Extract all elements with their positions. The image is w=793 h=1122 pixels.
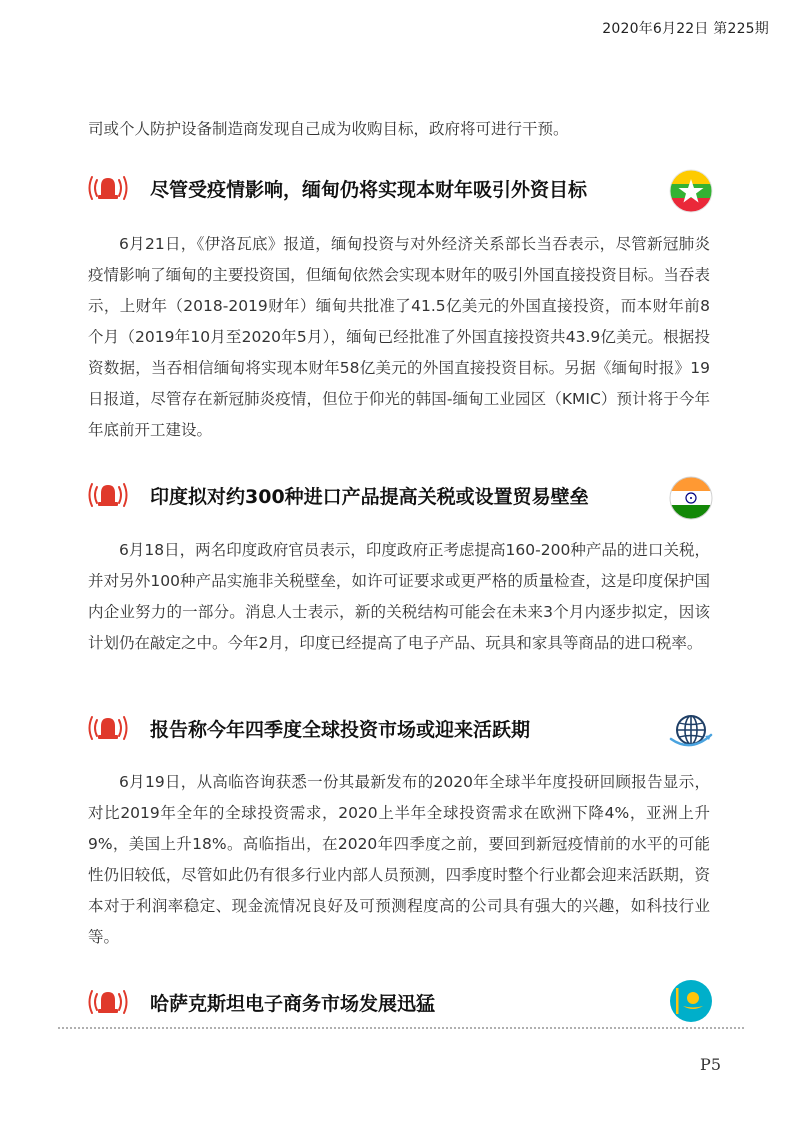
section-title: 尽管受疫情影响，缅甸仍将实现本财年吸引外资目标 <box>150 179 588 201</box>
section-header-myanmar <box>88 169 713 219</box>
continued-paragraph: 司或个人防护设备制造商发现自己成为收购目标，政府将可进行干预。 <box>88 120 569 138</box>
section-title: 报告称今年四季度全球投资市场或迎来活跃期 <box>150 719 531 741</box>
kazakhstan-flag-icon <box>669 979 713 1023</box>
section-header-india <box>88 476 713 526</box>
alarm-bell-icon <box>88 173 128 203</box>
alarm-bell-icon <box>88 713 128 743</box>
section-body: 6月21日，《伊洛瓦底》报道，缅甸投资与对外经济关系部长当吞表示，尽管新冠肺炎疫情影响了缅甸的主要投资国，但缅甸依然会实现本财年的吸引外国直接投资目标。当吞表示，上财年（2018-2019财年）缅甸共批准了41.5亿美元的外国直接投资，而本财年前8个月（2019年10月至2020年5月），缅甸已经批准了外国直接投资共43.9亿美元。根据投资数据，当吞相信缅甸将实现本财年58亿美元的外国直接投资目标。另据《缅甸时报》19日报道，尽管存在新冠肺炎疫情，但位于仰光的韩国-缅甸工业园区（KMIC）预计将于今年年底前开工建设。 <box>88 235 710 439</box>
globe-icon <box>669 709 713 753</box>
myanmar-flag-icon <box>669 169 713 213</box>
footer-divider <box>58 1027 744 1029</box>
section-body: 6月18日，两名印度政府官员表示，印度政府正考虑提高160-200种产品的进口关税，并对另外100种产品实施非关税壁垒，如许可证要求或更严格的质量检查，这是印度保护国内企业努力的一部分。消息人士表示，新的关税结构可能会在未来3个月内逐步拟定，因该计划仍在敲定之中。今年2月，印度已经提高了电子产品、玩具和家具等商品的进口税率。 <box>88 541 710 652</box>
section-title: 哈萨克斯坦电子商务市场发展迅猛 <box>150 993 436 1015</box>
india-flag-icon <box>669 476 713 520</box>
alarm-bell-icon <box>88 987 128 1017</box>
section-header-global <box>88 709 713 759</box>
alarm-bell-icon <box>88 480 128 510</box>
section-header-kazakhstan <box>88 983 713 1033</box>
section-title: 印度拟对约300种进口产品提高关税或设置贸易壁垒 <box>150 486 589 508</box>
page-number: P5 <box>700 1055 721 1074</box>
section-body: 6月19日，从高临咨询获悉一份其最新发布的2020年全球半年度投研回顾报告显示，对比2019年全年的全球投资需求，2020上半年全球投资需求在欧洲下降4%，亚洲上升9%，美国上升18%。高临指出，在2020年四季度之前，要回到新冠疫情前的水平的可能性仍旧较低，尽管如此仍有很多行业内部人员预测，四季度时整个行业都会迎来活跃期，资本对于利润率稳定、现金流情况良好及可预测程度高的公司具有强大的兴趣，如科技行业等。 <box>88 773 710 946</box>
issue-date: 2020年6月22日 第225期 <box>602 21 769 37</box>
